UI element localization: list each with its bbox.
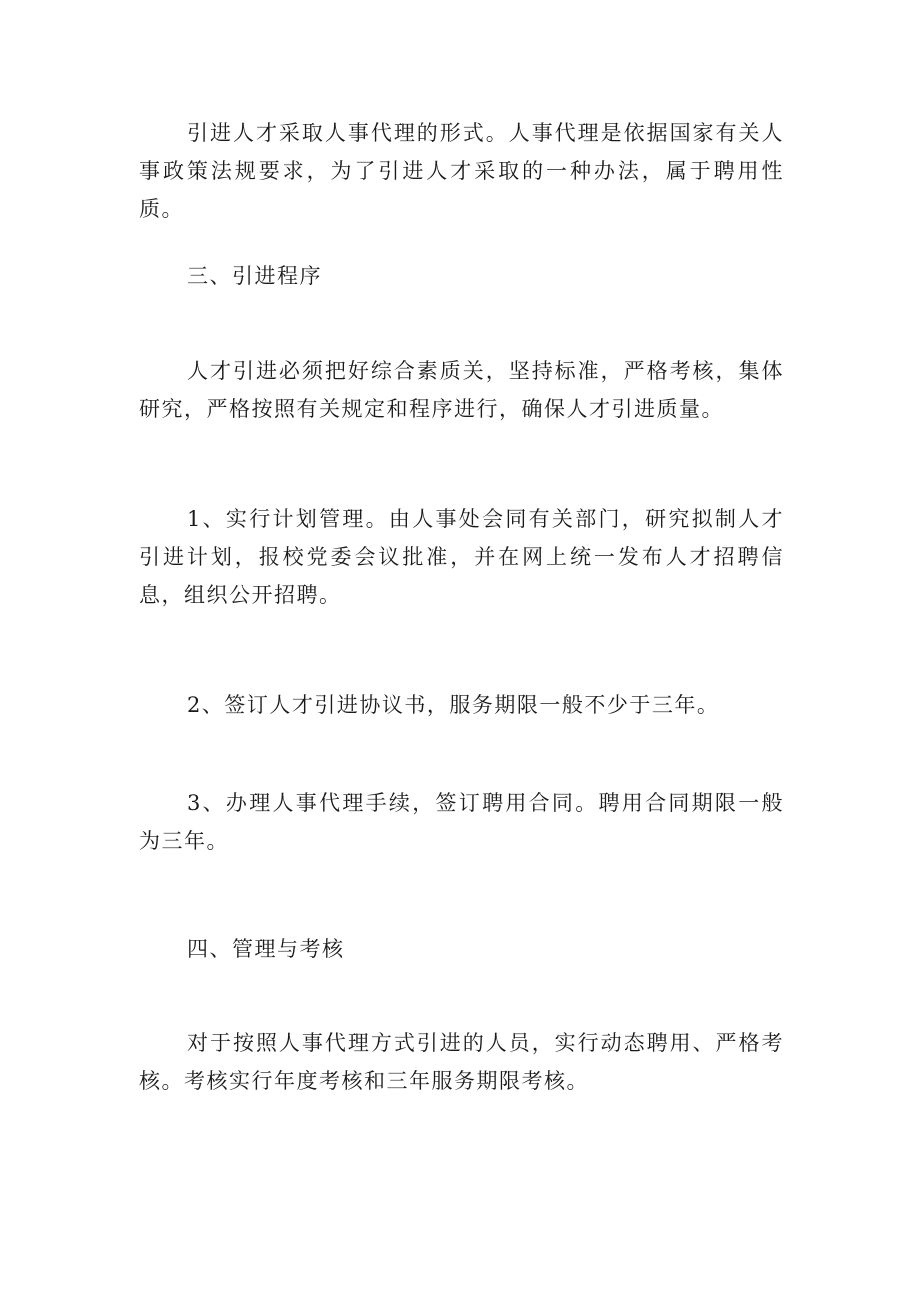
paragraph-introduction-principles: 人才引进必须把好综合素质关，坚持标准，严格考核，集体研究，严格按照有关规定和程序进行，确保人才引进质量。 xyxy=(139,359,784,421)
section-heading-introduction-procedure: 三、引进程序 xyxy=(187,264,322,288)
section-heading-management-assessment: 四、管理与考核 xyxy=(187,937,345,961)
paragraph-personnel-agency: 引进人才采取人事代理的形式。人事代理是依据国家有关人事政策法规要求，为了引进人才采取的一种办法，属于聘用性质。 xyxy=(139,121,784,221)
list-item-plan-management: 1、实行计划管理。由人事处会同有关部门，研究拟制人才引进计划，报校党委会议批准，并在网上统一发布人才招聘信息，组织公开招聘。 xyxy=(139,507,784,607)
list-item-sign-agreement: 2、签订人才引进协议书，服务期限一般不少于三年。 xyxy=(187,693,720,717)
paragraph-dynamic-assessment: 对于按照人事代理方式引进的人员，实行动态聘用、严格考核。考核实行年度考核和三年服务期限考核。 xyxy=(139,1031,784,1093)
list-item-agency-procedures: 3、办理人事代理手续，签订聘用合同。聘用合同期限一般为三年。 xyxy=(139,791,784,853)
